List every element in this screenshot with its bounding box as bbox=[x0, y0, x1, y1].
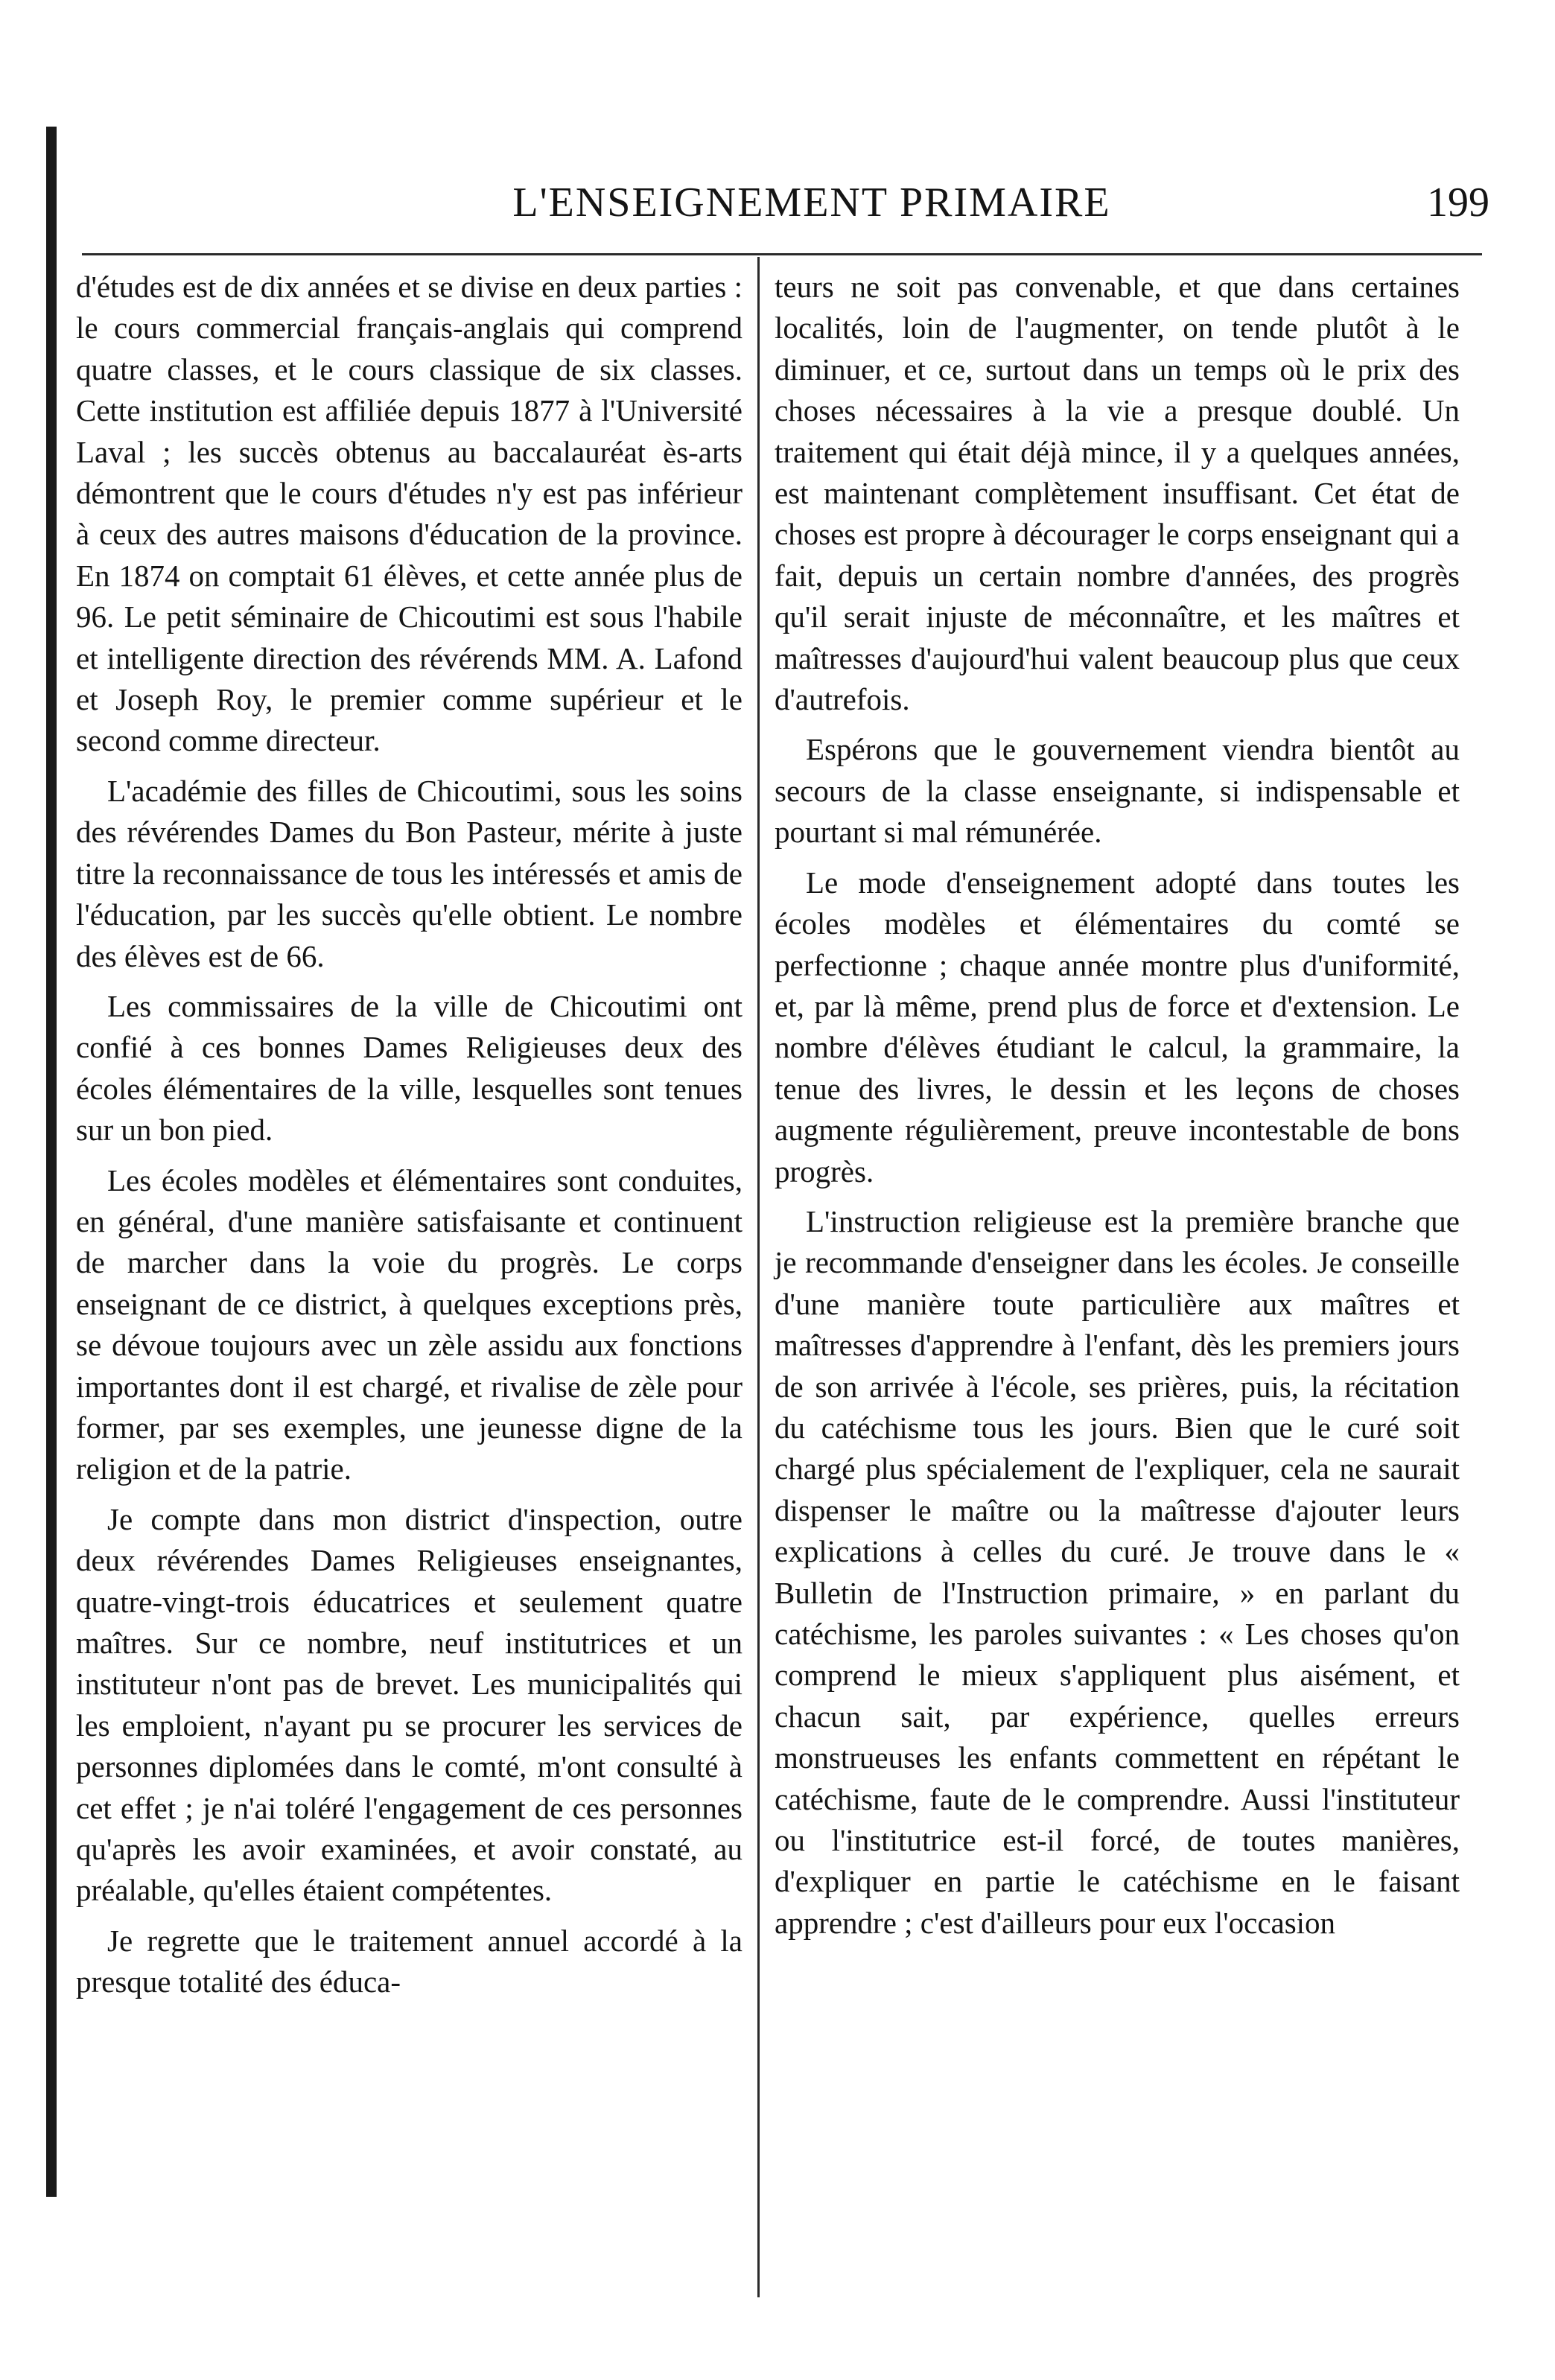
paragraph: Les commissaires de la ville de Chicoutimi ont confié à ces bonnes Dames Religieuses deux des écoles élémentaires de la ville, lesquelles sont tenues sur un bon pied. bbox=[76, 988, 742, 1148]
page-header bbox=[74, 179, 1489, 231]
running-head: L'ENSEIGNEMENT PRIMAIRE bbox=[512, 179, 1111, 226]
paragraph: Je regrette que le traitement annuel accordé à la presque totalité des éduca- bbox=[76, 1923, 742, 1999]
right-column bbox=[775, 267, 1460, 1944]
paragraph: L'instruction religieuse est la première branche que je recommande d'enseigner dans les écoles. Je conseille d'une manière toute particulière aux maîtres et maîtresses d'apprendre à l'enfant, dès les premiers jours de son arrivée à l'école, ses prières, puis, la récitation du catéchisme tous les jours. Bien que le curé soit chargé plus spécialement de l'expliquer, cela ne saurait dispenser le maître ou la maîtresse d'ajouter leurs explications à celles du curé. Je trouve dans le « Bulletin de l'Instruction primaire, » en parlant du catéchisme, les paroles suivantes : « Les choses qu'on comprend le mieux s'appliquent plus aisément, et chacun sait, par expérience, quelles erreurs monstrueuses les enfants commettent en répétant le catéchisme, faute de le comprendre. Aussi l'instituteur ou l'institutrice est-il forcé, de toutes manières, d'expliquer en partie le catéchisme en le faisant apprendre ; c'est d'ailleurs pour eux l'occasion bbox=[775, 1203, 1460, 1940]
paragraph: Espérons que le gouvernement viendra bientôt au secours de la classe enseignante, si indispensable et pourtant si mal rémunérée. bbox=[775, 732, 1460, 850]
paragraph: Le mode d'enseignement adopté dans toutes les écoles modèles et élémentaires du comté se perfectionne ; chaque année montre plus d'uniformité, et, par là même, prend plus de force et d'extension. Le nombre d'élèves étudiant le calcul, la grammaire, la tenue des livres, le dessin et les leçons de choses augmente régulièrement, preuve incontestable de bons progrès. bbox=[775, 865, 1460, 1189]
column-divider bbox=[757, 257, 760, 2297]
left-column bbox=[76, 267, 742, 2003]
header-rule bbox=[82, 253, 1482, 255]
paragraph: teurs ne soit pas convenable, et que dans certaines localités, loin de l'augmenter, on tende plutôt à le diminuer, et ce, surtout dans un temps où le prix des choses nécessaires à la vie a presque doublé. Un traitement qui était déjà mince, il y a quelques années, est maintenant complètement insuffisant. Cet état de choses est propre à décourager le corps enseignant qui a fait, depuis un certain nombre d'années, des progrès qu'il serait injuste de méconnaître, et les maîtres et maîtresses d'aujourd'hui valent beaucoup plus que ceux d'autrefois. bbox=[775, 270, 1460, 717]
paragraph: d'études est de dix années et se divise en deux parties : le cours commercial français-anglais qui comprend quatre classes, et le cours classique de six classes. Cette institution est affiliée depuis 1877 à l'Université Laval ; les succès obtenus au baccalauréat ès-arts démontrent que le cours d'études n'y est pas inférieur à ceux des autres maisons d'éducation de la province. En 1874 on comptait 61 élèves, et cette année plus de 96. Le petit séminaire de Chicoutimi est sous l'habile et intelligente direction des révérends MM. A. Lafond et Joseph Roy, le premier comme supérieur et le second comme directeur. bbox=[76, 270, 742, 758]
paragraph: Je compte dans mon district d'inspection, outre deux révérendes Dames Religieuses enseignantes, quatre-vingt-trois éducatrices et seulement quatre maîtres. Sur ce nombre, neuf institutrices et un instituteur n'ont pas de brevet. Les municipalités qui les emploient, n'ayant pu se procurer les services de personnes diplomées dans le comté, m'ont consulté à cet effet ; je n'ai toléré l'engagement de ces personnes qu'après les avoir examinées, et avoir constaté, au préalable, qu'elles étaient compétentes. bbox=[76, 1501, 742, 1908]
binding-shadow bbox=[46, 127, 57, 2197]
page-number: 199 bbox=[1427, 179, 1489, 226]
paragraph: Les écoles modèles et élémentaires sont conduites, en général, d'une manière satisfaisante et continuent de marcher dans la voie du progrès. Le corps enseignant de ce district, à quelques exceptions près, se dévoue toujours avec un zèle assidu aux fonctions importantes dont il est chargé, et rivalise de zèle pour former, par ses exemples, une jeunesse digne de la religion et de la patrie. bbox=[76, 1162, 742, 1486]
paragraph: L'académie des filles de Chicoutimi, sous les soins des révérendes Dames du Bon Pasteur, mérite à juste titre la reconnaissance de tous les intéressés et amis de l'éducation, par les succès qu'elle obtient. Le nombre des élèves est de 66. bbox=[76, 773, 742, 973]
